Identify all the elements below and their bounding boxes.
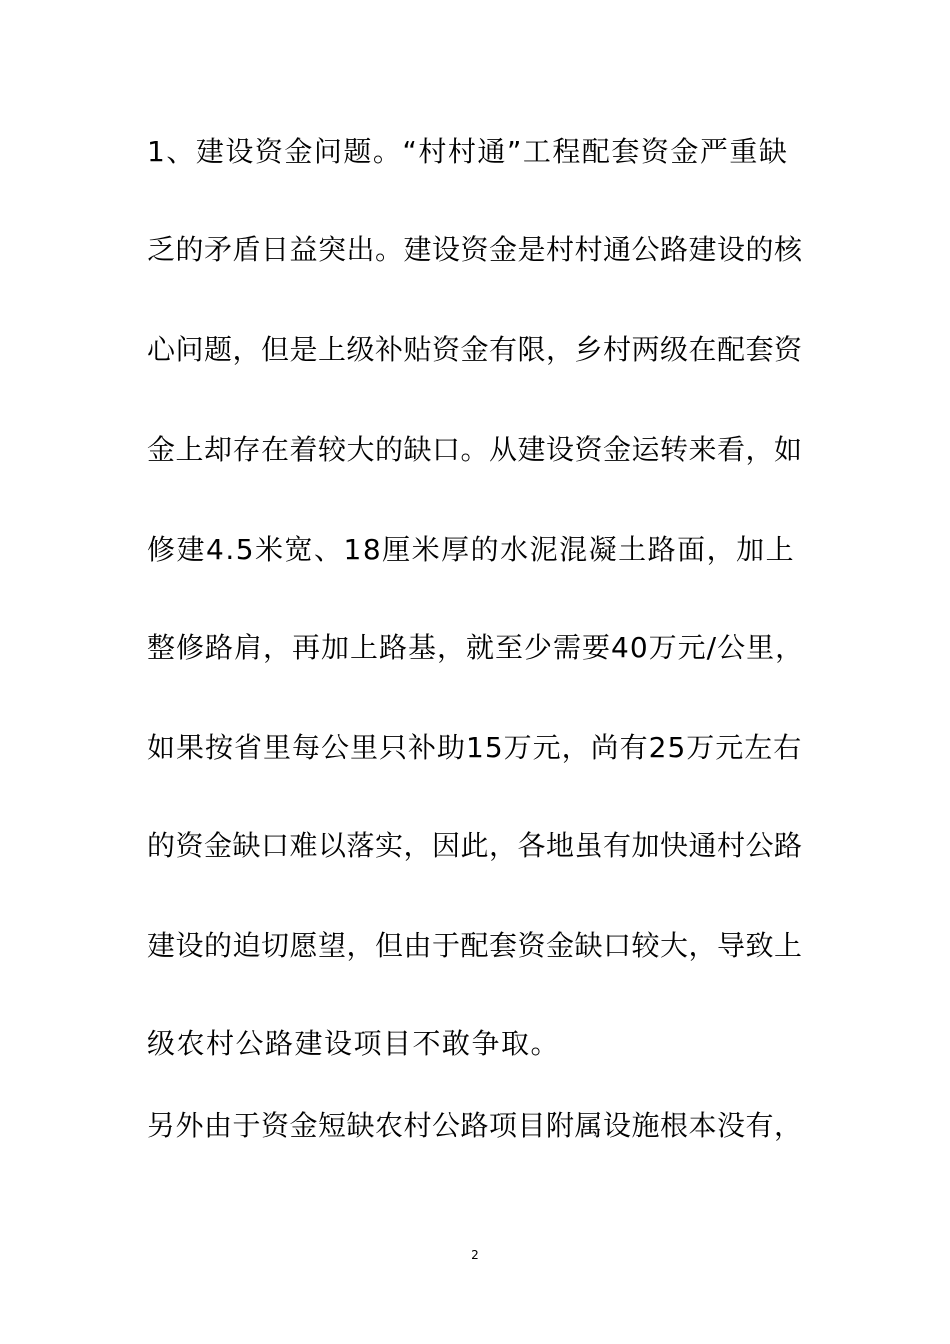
paragraph-line-7: 如果按省里每公里只补助15万元，尚有25万元左右	[147, 731, 803, 764]
paragraph-line-5: 修建4.5米宽、18厘米厚的水泥混凝土路面，加上	[147, 533, 796, 566]
paragraph-line-4: 金上却存在着较大的缺口。从建设资金运转来看，如	[147, 433, 803, 466]
page-number: 2	[471, 1248, 479, 1262]
paragraph-line-6: 整修路肩，再加上路基，就至少需要40万元/公里，	[147, 631, 805, 664]
paragraph-line-3: 心问题，但是上级补贴资金有限，乡村两级在配套资	[147, 333, 803, 366]
paragraph-line-1: 1、建设资金问题。“村村通”工程配套资金严重缺	[147, 135, 789, 168]
paragraph-line-11: 另外由于资金短缺农村公路项目附属设施根本没有，	[147, 1109, 803, 1142]
paragraph-line-2: 乏的矛盾日益突出。建设资金是村村通公路建设的核	[147, 233, 803, 266]
paragraph-line-8: 的资金缺口难以落实，因此，各地虽有加快通村公路	[147, 829, 803, 862]
paragraph-line-10: 级农村公路建设项目不敢争取。	[147, 1027, 561, 1060]
paragraph-line-9: 建设的迫切愿望，但由于配套资金缺口较大，导致上	[147, 929, 803, 962]
